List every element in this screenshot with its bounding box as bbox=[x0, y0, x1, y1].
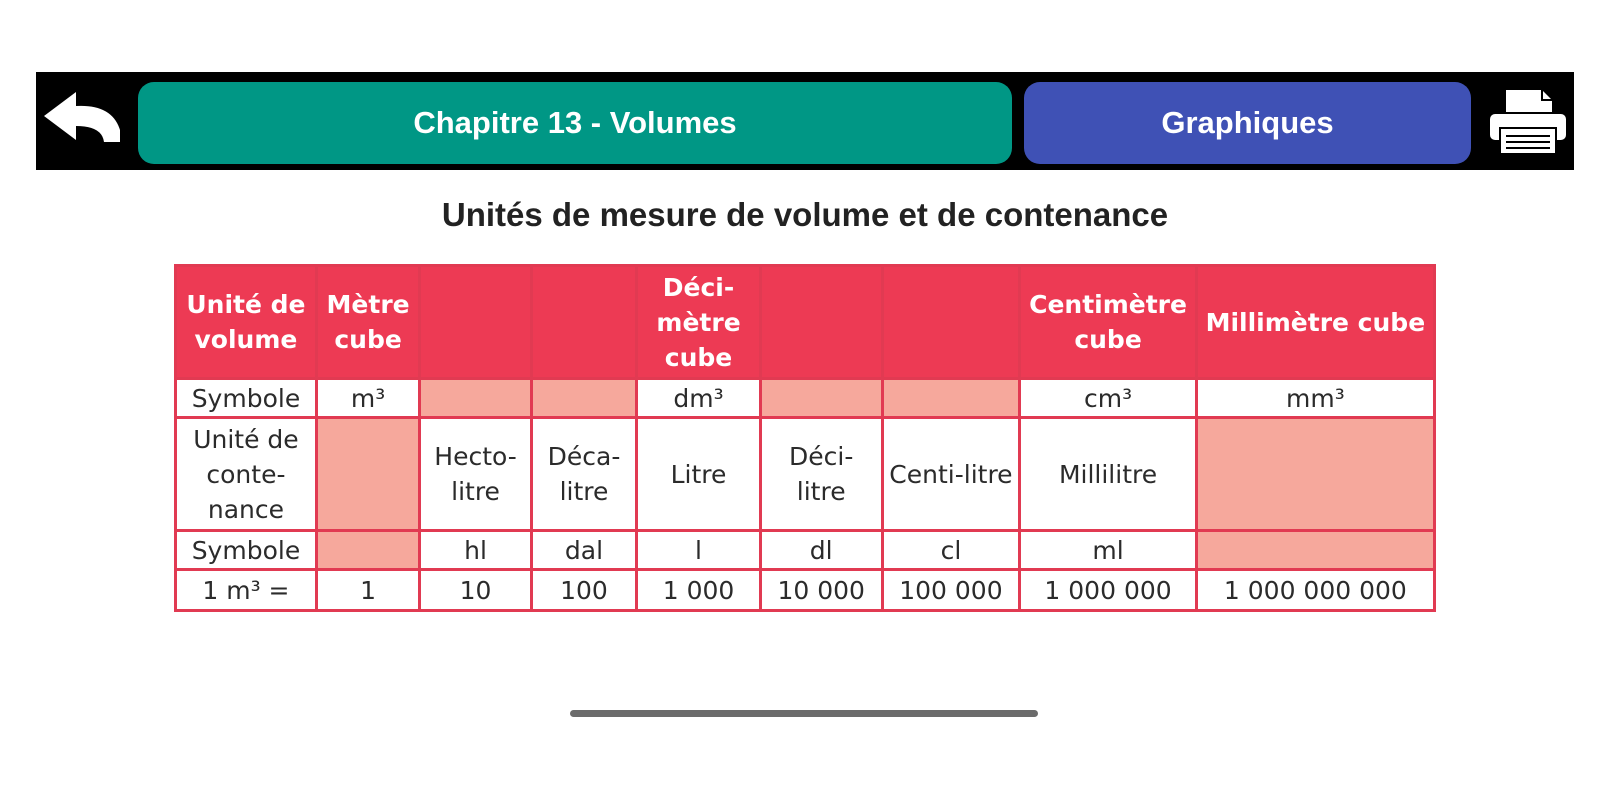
table-cell: cl bbox=[882, 531, 1020, 570]
header-cell: Millimètre cube bbox=[1196, 266, 1434, 379]
empty-cell bbox=[1196, 531, 1434, 570]
table-cell: Hecto-litre bbox=[420, 418, 532, 531]
table-header-row bbox=[176, 266, 1435, 379]
units-table bbox=[174, 264, 1436, 612]
page-title: Unités de mesure de volume et de contenance bbox=[441, 196, 1169, 233]
table-cell: dal bbox=[531, 531, 636, 570]
table-cell: 10 bbox=[420, 570, 532, 611]
top-bar bbox=[36, 72, 1574, 170]
table-cell: 10 000 bbox=[760, 570, 882, 611]
row-label-cell: Unité de conte-nance bbox=[176, 418, 317, 531]
table-cell: dm³ bbox=[637, 379, 761, 418]
table-cell: Litre bbox=[637, 418, 761, 531]
table-cell: mm³ bbox=[1196, 379, 1434, 418]
back-button[interactable] bbox=[42, 90, 124, 152]
header-cell bbox=[882, 266, 1020, 379]
header-cell: Unité de volume bbox=[176, 266, 317, 379]
table-row bbox=[176, 418, 1435, 531]
header-cell bbox=[420, 266, 532, 379]
empty-cell bbox=[1196, 418, 1434, 531]
printer-icon bbox=[1488, 88, 1568, 156]
row-label-cell: Symbole bbox=[176, 379, 317, 418]
empty-cell bbox=[531, 379, 636, 418]
table-cell: Déca-litre bbox=[531, 418, 636, 531]
table-cell: Centi-litre bbox=[882, 418, 1020, 531]
table-cell: l bbox=[637, 531, 761, 570]
table-row bbox=[176, 570, 1435, 611]
table-cell: 1 bbox=[316, 570, 419, 611]
header-cell: Centimètre cube bbox=[1020, 266, 1196, 379]
empty-cell bbox=[316, 531, 419, 570]
chapter-title-button[interactable]: Chapitre 13 - Volumes bbox=[138, 82, 1012, 164]
row-label-cell: 1 m³ = bbox=[176, 570, 317, 611]
table-cell: Millilitre bbox=[1020, 418, 1196, 531]
table-cell: 1 000 000 bbox=[1020, 570, 1196, 611]
empty-cell bbox=[316, 418, 419, 531]
graphs-button[interactable]: Graphiques bbox=[1024, 82, 1471, 164]
table-cell: cm³ bbox=[1020, 379, 1196, 418]
table-cell: ml bbox=[1020, 531, 1196, 570]
table-cell: 1 000 bbox=[637, 570, 761, 611]
table-row bbox=[176, 531, 1435, 570]
empty-cell bbox=[420, 379, 532, 418]
header-cell: Déci-mètre cube bbox=[637, 266, 761, 379]
table-cell: m³ bbox=[316, 379, 419, 418]
table-cell: Déci-litre bbox=[760, 418, 882, 531]
empty-cell bbox=[760, 379, 882, 418]
table-row bbox=[176, 379, 1435, 418]
empty-cell bbox=[882, 379, 1020, 418]
header-cell: Mètre cube bbox=[316, 266, 419, 379]
header-cell bbox=[531, 266, 636, 379]
back-arrow-icon bbox=[42, 90, 124, 152]
table-cell: 1 000 000 000 bbox=[1196, 570, 1434, 611]
table-cell: 100 bbox=[531, 570, 636, 611]
header-cell bbox=[760, 266, 882, 379]
table-cell: hl bbox=[420, 531, 532, 570]
row-label-cell: Symbole bbox=[176, 531, 317, 570]
home-indicator[interactable] bbox=[570, 710, 1038, 717]
table-cell: 100 000 bbox=[882, 570, 1020, 611]
print-button[interactable] bbox=[1488, 88, 1568, 156]
table-cell: dl bbox=[760, 531, 882, 570]
